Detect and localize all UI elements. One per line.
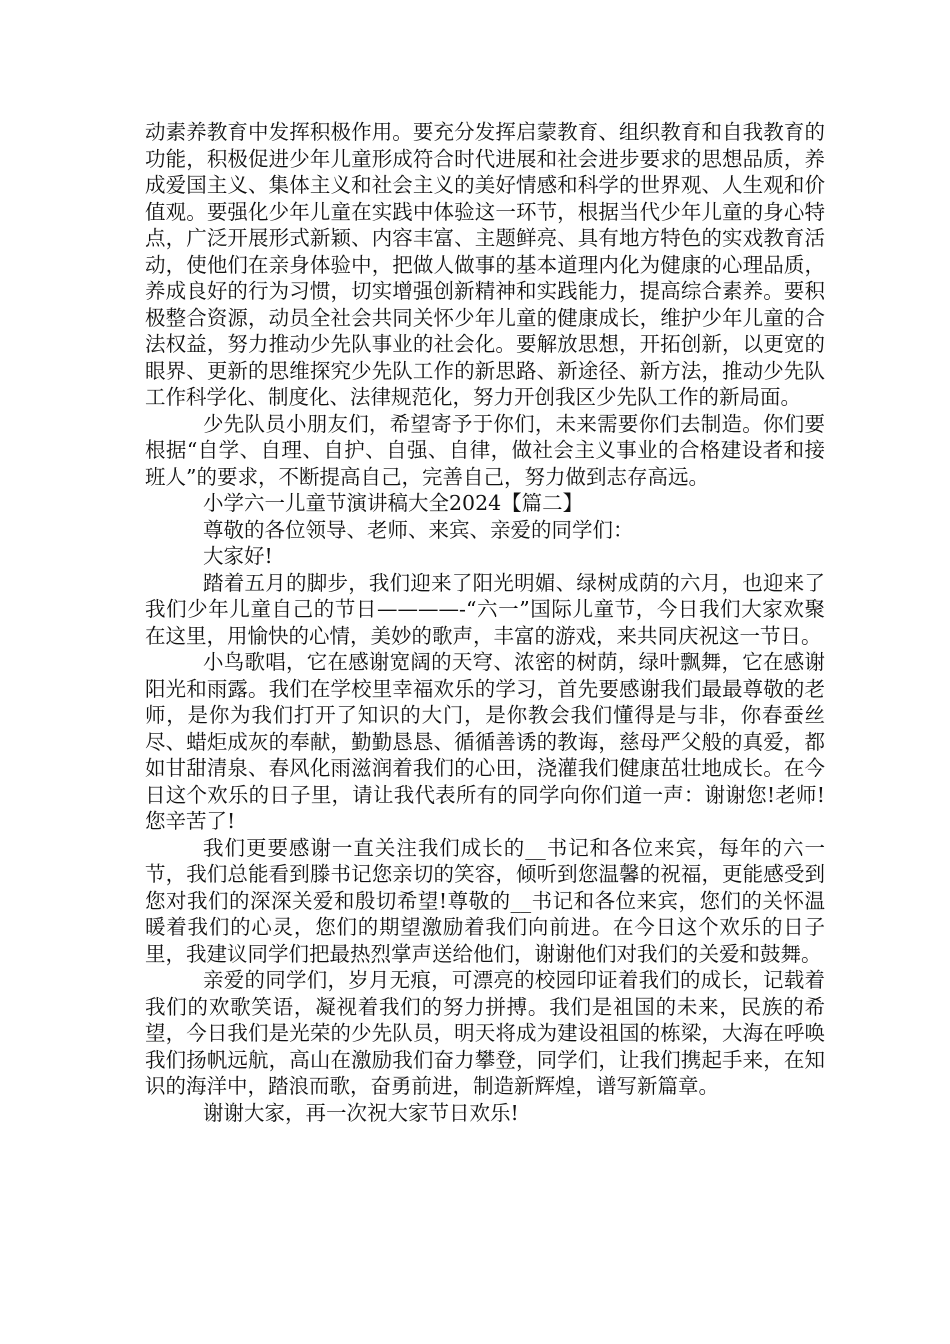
greeting: 大家好! — [203, 544, 273, 568]
body-paragraph-2: 少先队员小朋友们，希望寄予于你们，未来需要你们去制造。你们要根据“自学、自理、自护、自强、自律，做社会主义事业的合格建设者和接班人”的要求，不断提高自己，完善自己，努力做到志存高远。 — [145, 411, 825, 489]
body-paragraph-1: 动素养教育中发挥积极作用。要充分发挥启蒙教育、组织教育和自我教育的功能，积极促进少年儿童形成符合时代进展和社会进步要求的思想品质，养成爱国主义、集体主义和社会主义的美好情感和科学的世界观、人生观和价值观。要强化少年儿童在实践中体验这一环节，根据当代少年儿童的身心特点，广泛开展形式新颖、内容丰富、主题鲜亮、具有地方特色的实戏教育活动，使他们在亲身体验中，把做人做事的基本道理内化为健康的心理品质，养成良好的行为习惯，切实增强创新精神和实践能力，提高综合素养。要积极整合资源，动员全社会共同关怀少年儿童的健康成长，维护少年儿童的合法权益，努力推动少先队事业的社会化。要解放思想，开拓创新，以更宽的眼界、更新的思维探究少先队工作的新思路、新途径、新方法，推动少先队工作科学化、制度化、法律规范化，努力开创我区少先队工作的新局面。 — [145, 120, 825, 409]
body-paragraph-4: 小鸟歌唱，它在感谢宽阔的天穹、浓密的树荫，绿叶飘舞，它在感谢阳光和雨露。我们在学校里幸福欢乐的学习，首先要感谢我们最最尊敬的老师，是你为我们打开了知识的大门，是你教会我们懂得是与非，你春蚕丝尽、蜡炬成灰的奉献，勤勤恳恳、循循善诱的教诲，慈母严父般的真爱，都如甘甜清泉、春风化雨滋润着我们的心田，浇灌我们健康茁壮地成长。在今日这个欢乐的日子里，请让我代表所有的同学向你们道一声：谢谢您!老师!您辛苦了! — [145, 650, 825, 833]
closing-line: 谢谢大家，再一次祝大家节日欢乐! — [203, 1100, 519, 1125]
section-heading: 小学六一儿童节演讲稿大全2024【篇二】 — [203, 491, 584, 515]
body-paragraph-3: 踏着五月的脚步，我们迎来了阳光明媚、绿树成荫的六月，也迎来了我们少年儿童自己的节日————-“六一”国际儿童节，今日我们大家欢聚在这里，用愉快的心情，美妙的歌声，丰富的游戏，来共同庆祝这一节日。 — [145, 570, 825, 648]
body-paragraph-6: 亲爱的同学们，岁月无痕，可漂亮的校园印证着我们的成长，记载着我们的欢歌笑语，凝视着我们的努力拼搏。我们是祖国的未来，民族的希望，今日我们是光荣的少先队员，明天将成为建设祖国的栋梁，大海在呼唤我们扬帆远航，高山在激励我们奋力攀登，同学们，让我们携起手来，在知识的海洋中，踏浪而歌，奋勇前进，制造新辉煌，谱写新篇章。 — [145, 968, 825, 1098]
document-page — [145, 119, 825, 1126]
body-paragraph-5: 我们更要感谢一直关注我们成长的__书记和各位来宾，每年的六一节，我们总能看到滕书记您亲切的笑容，倾听到您温馨的祝福，更能感受到您对我们的深深关爱和殷切希望!尊敬的__书记和各位来宾，您们的关怀温暖着我们的心灵，您们的期望激励着我们向前进。在今日这个欢乐的日子里，我建议同学们把最热烈掌声送给他们，谢谢他们对我们的关爱和鼓舞。 — [145, 835, 825, 966]
salutation: 尊敬的各位领导、老师、来宾、亲爱的同学们： — [203, 517, 634, 542]
